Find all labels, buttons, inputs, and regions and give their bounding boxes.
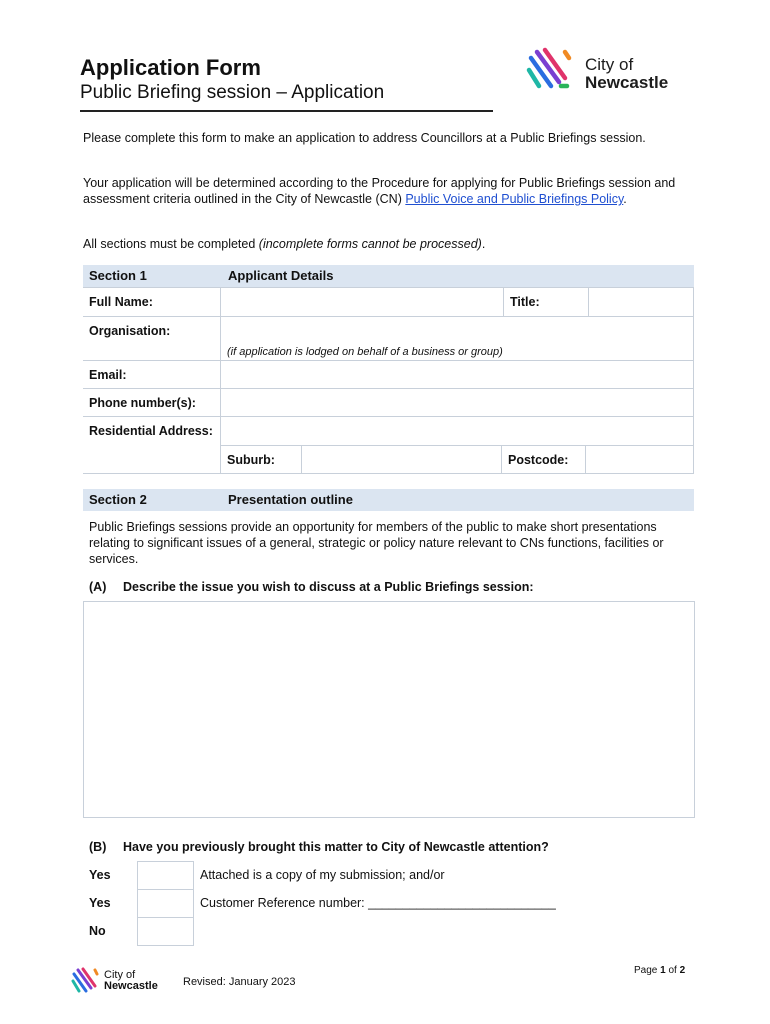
section-2-description: Public Briefings sessions provide an opportunity for members of the public to make short presentations relating to significant issues of a general, strategic or policy nature relevant to CNs functions, facilities or services. — [89, 520, 664, 566]
postcode-label: Postcode: — [502, 446, 586, 473]
email-field[interactable] — [221, 361, 694, 389]
header-divider — [80, 110, 493, 112]
organisation-note: (if application is lodged on behalf of a business or group) — [227, 346, 503, 358]
option-no-checkbox[interactable] — [137, 917, 194, 946]
page-total: 2 — [679, 965, 686, 976]
intro-paragraph-3-text: All sections must be completed — [83, 237, 259, 251]
suburb-label: Suburb: — [221, 446, 302, 473]
policy-link[interactable]: Public Voice and Public Briefings Policy — [405, 192, 624, 206]
section-2-number: Section 2 — [89, 492, 147, 507]
section-1-title: Applicant Details — [228, 268, 334, 283]
intro-paragraph-2-end: . — [623, 192, 627, 206]
issue-description-textarea[interactable] — [83, 601, 695, 818]
intro-paragraph-2 — [83, 175, 688, 207]
address-label: Residential Address: — [83, 417, 221, 474]
section-2-header — [83, 489, 694, 511]
page-current: 1 — [660, 965, 666, 976]
suburb-field[interactable] — [302, 446, 502, 473]
suburb-postcode-row — [221, 446, 693, 473]
form-title: Application Form — [80, 55, 261, 80]
organisation-label: Organisation: — [83, 317, 221, 361]
phone-field[interactable] — [221, 389, 694, 417]
title-field[interactable] — [589, 288, 694, 317]
option-yes-reference-checkbox[interactable] — [137, 889, 194, 918]
section-1-number: Section 1 — [89, 268, 147, 283]
intro-paragraph-3 — [83, 236, 688, 252]
address-field[interactable] — [221, 417, 694, 474]
question-a-letter: (A) — [89, 580, 107, 594]
logo-line-1: City of — [585, 55, 634, 74]
intro-paragraph-3-italic: (incomplete forms cannot be processed) — [258, 237, 482, 251]
header-logo-text — [585, 56, 668, 92]
page-prefix: Page — [634, 965, 661, 976]
option-no-label: No — [89, 924, 106, 938]
address-line[interactable] — [221, 417, 693, 446]
footer-logo-line-2: Newcastle — [104, 980, 158, 992]
intro-paragraph-2-text: Your application will be determined according to the Procedure for applying for Public Briefings session and assessment criteria outlined in the City of Newcastle (CN) — [83, 176, 676, 206]
option-yes-submission-text: Attached is a copy of my submission; and/or — [200, 868, 445, 882]
full-name-field[interactable] — [221, 288, 504, 317]
full-name-label: Full Name: — [83, 288, 221, 317]
revised-date: Revised: January 2023 — [183, 976, 296, 988]
intro-paragraph-1: Please complete this form to make an application to address Councillors at a Public Briefings session. — [83, 131, 646, 145]
section-2-title: Presentation outline — [228, 492, 353, 507]
form-subtitle: Public Briefing session – Application — [80, 82, 385, 103]
option-yes-submission-label: Yes — [89, 868, 111, 882]
option-yes-reference-label: Yes — [89, 896, 111, 910]
organisation-field[interactable] — [221, 317, 694, 361]
applicant-details-table — [83, 287, 694, 474]
footer-logo-line-1: City of — [104, 969, 136, 981]
option-yes-submission-checkbox[interactable] — [137, 861, 194, 890]
email-label: Email: — [83, 361, 221, 389]
section-1-header — [83, 265, 694, 287]
question-b-text: Have you previously brought this matter to City of Newcastle attention? — [123, 840, 549, 854]
option-yes-reference-text: Customer Reference number: ___________________________ — [200, 896, 556, 910]
postcode-field[interactable] — [586, 446, 693, 473]
page-number — [634, 965, 685, 976]
title-label: Title: — [504, 288, 589, 317]
intro-paragraph-3-end: . — [481, 237, 486, 251]
logo-line-2: Newcastle — [585, 73, 669, 92]
phone-label: Phone number(s): — [83, 389, 221, 417]
question-a-text: Describe the issue you wish to discuss at a Public Briefings session: — [123, 580, 534, 594]
question-b-letter: (B) — [89, 840, 107, 854]
page-mid: of — [665, 965, 680, 976]
footer-logo-text — [104, 970, 158, 992]
